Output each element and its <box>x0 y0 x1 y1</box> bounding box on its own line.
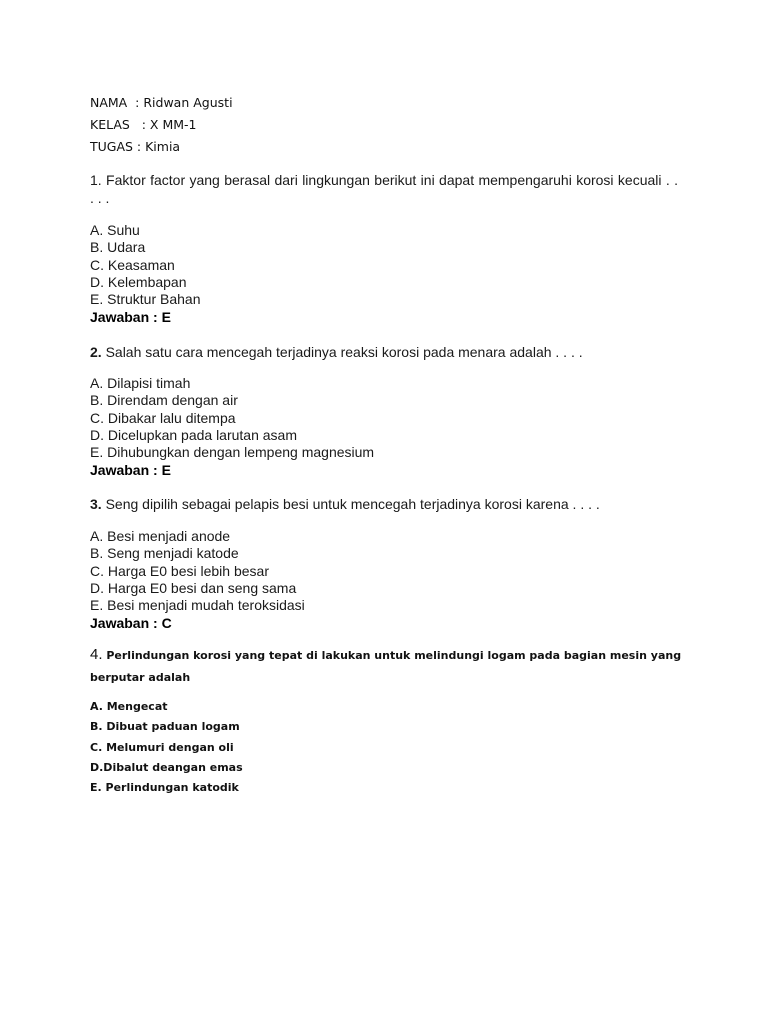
option-a: A. Suhu <box>90 222 140 238</box>
option-d: D. Dicelupkan pada larutan asam <box>90 426 298 443</box>
option-d: D.Dibalut deangan emas <box>90 760 243 774</box>
question-1-text: Faktor factor yang berasal dari lingkungan berikut ini dapat mempengaruhi korosi kecuali . . . . . <box>90 172 678 206</box>
question-2-options <box>90 375 374 461</box>
option-c: C. Harga E0 besi lebih besar <box>90 562 269 579</box>
question-4 <box>90 644 690 689</box>
option-a: A. Dilapisi timah <box>90 375 191 391</box>
option-b: B. Dibuat paduan logam <box>90 720 240 734</box>
option-b: B. Seng menjadi katode <box>90 545 239 562</box>
header-tugas: TUGAS : Kimia <box>90 139 181 154</box>
option-e: E. Besi menjadi mudah teroksidasi <box>90 597 305 614</box>
option-b: B. Udara <box>90 239 146 256</box>
question-3 <box>90 495 678 513</box>
question-3-text: Seng dipilih sebagai pelapis besi untuk mencegah terjadinya korosi karena . . . . <box>101 496 600 512</box>
answer-2: Jawaban : E <box>90 462 171 478</box>
option-c: C. Dibakar lalu ditempa <box>90 409 236 426</box>
option-a: A. Besi menjadi anode <box>90 528 231 544</box>
question-1-options <box>90 222 201 308</box>
question-4-number: 4. <box>90 646 103 663</box>
question-3-number: 3. <box>90 496 102 512</box>
option-b: B. Direndam dengan air <box>90 392 238 409</box>
question-1 <box>90 171 678 207</box>
option-a: A. Mengecat <box>90 700 168 713</box>
option-e: E. Struktur Bahan <box>90 291 201 308</box>
question-4-options <box>90 697 243 798</box>
question-2-number: 2. <box>90 344 102 360</box>
question-4-text: Perlindungan korosi yang tepat di lakukan untuk melindungi logam pada bagian mesin yang berputar adalah <box>90 649 682 684</box>
option-c: C. Melumuri dengan oli <box>90 740 234 754</box>
answer-1: Jawaban : E <box>90 309 171 325</box>
question-1-number: 1. <box>90 172 102 188</box>
option-c: C. Keasaman <box>90 256 175 273</box>
question-3-options <box>90 528 305 614</box>
option-d: D. Kelembapan <box>90 273 187 290</box>
question-2 <box>90 343 678 361</box>
header-nama: NAMA : Ridwan Agusti <box>90 95 233 110</box>
option-e: E. Dihubungkan dengan lempeng magnesium <box>90 444 375 461</box>
option-e: E. Perlindungan katodik <box>90 781 239 795</box>
header-kelas: KELAS : X MM-1 <box>90 117 197 132</box>
option-d: D. Harga E0 besi dan seng sama <box>90 579 297 596</box>
question-2-text: Salah satu cara mencegah terjadinya reaksi korosi pada menara adalah . . . . <box>101 344 583 360</box>
answer-3: Jawaban : C <box>90 615 172 631</box>
